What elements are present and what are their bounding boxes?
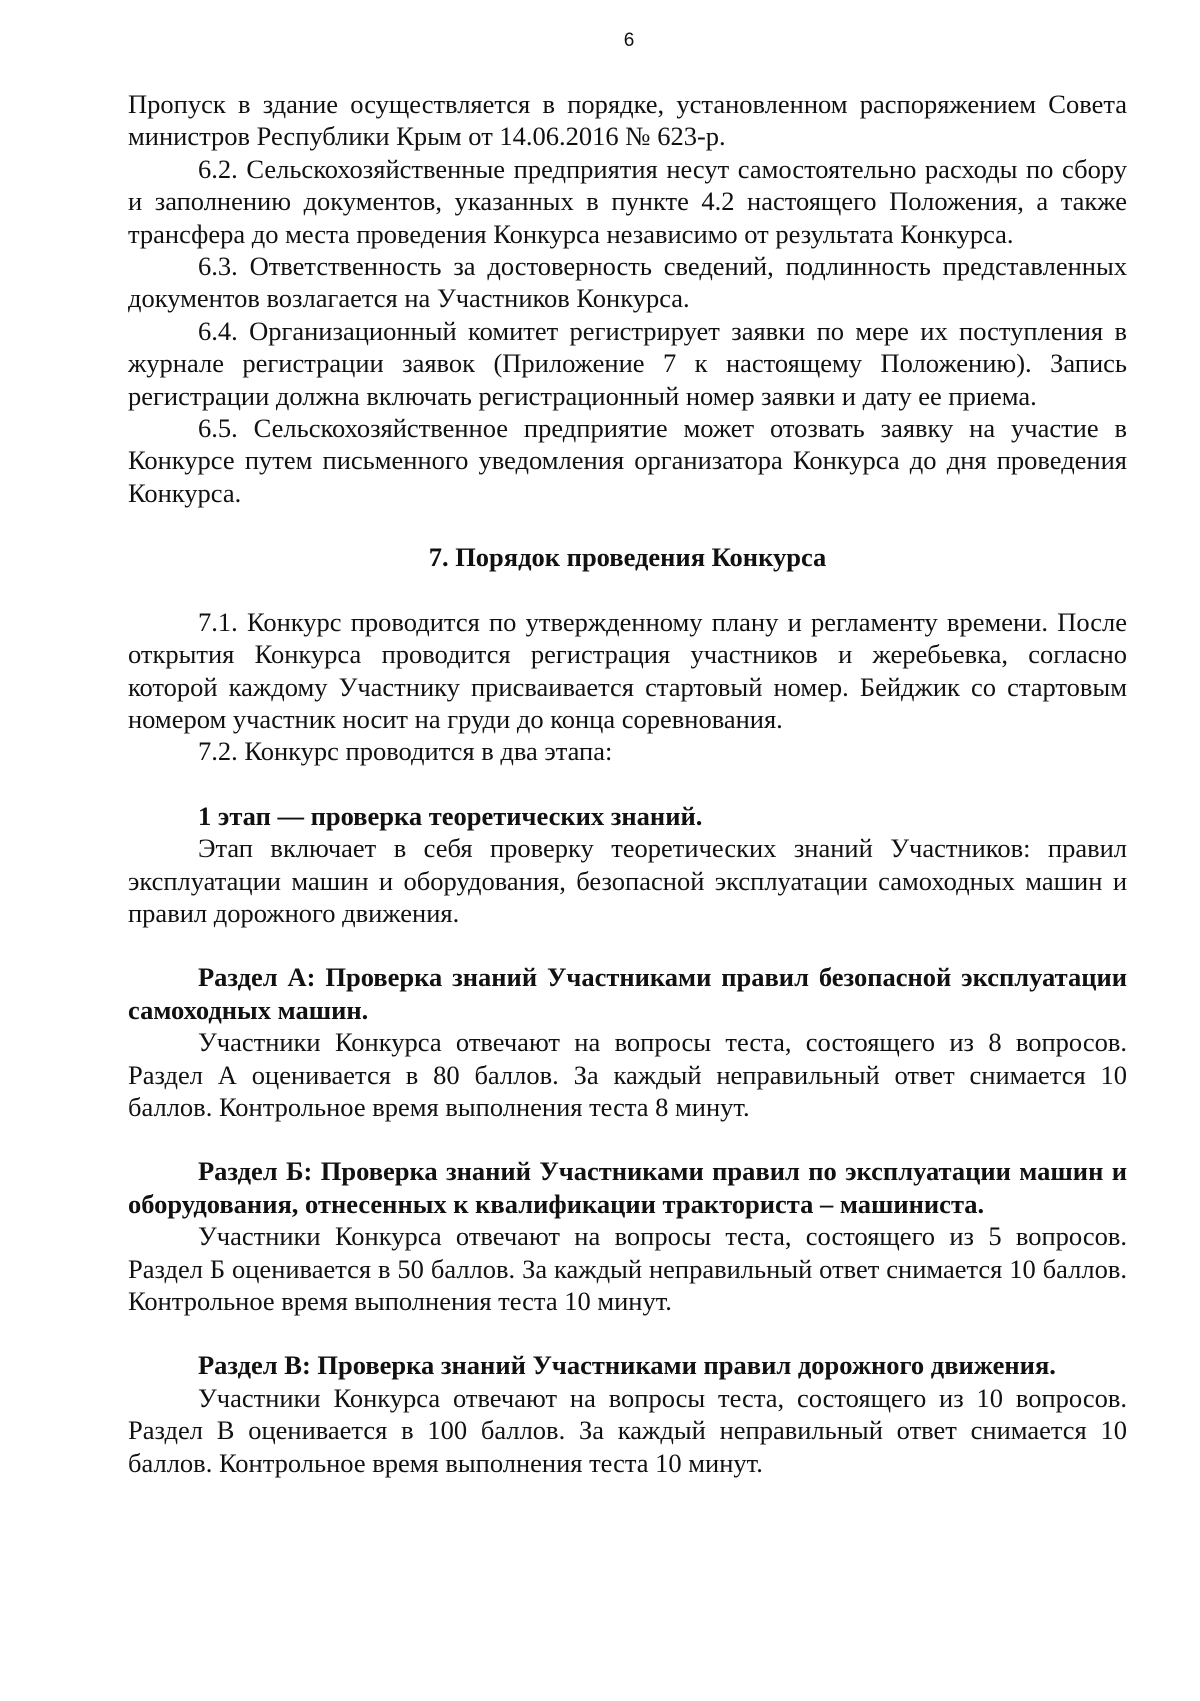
paragraph-6-5: 6.5. Сельскохозяйственное предприятие может отозвать заявку на участие в Конкурсе путем письменного уведомления организатора Конкурса до дня проведения Конкурса. [128, 413, 1127, 508]
section-b-title: Раздел Б: Проверка знаний Участниками правил по эксплуатации машин и оборудования, отнесенных к квалификации тракториста – машиниста. [128, 1156, 1127, 1219]
paragraph-7-1: 7.1. Конкурс проводится по утвержденному плану и регламенту времени. После открытия Конкурса проводится регистрация участников и жеребьевка, согласно которой каждому Участнику присваивается стартовый номер. Бейджик со стартовым номером участник носит на груди до конца соревнования. [128, 606, 1127, 734]
section-a-title: Раздел А: Проверка знаний Участниками правил безопасной эксплуатации самоходных машин. [128, 962, 1127, 1025]
paragraph-access: Пропуск в здание осуществляется в порядке, установленном распоряжением Совета министров Республики Крым от 14.06.2016 № 623-р. [128, 89, 1127, 152]
paragraph-6-4: 6.4. Организационный комитет регистрирует заявки по мере их поступления в журнале регистрации заявок (Приложение 7 к настоящему Положению). Запись регистрации должна включать регистрационный номер заявки и дату ее приема. [128, 315, 1127, 411]
stage-1-text: Этап включает в себя проверку теоретических знаний Участников: правил эксплуатации машин и оборудования, безопасной эксплуатации самоходных машин и правил дорожного движения. [128, 833, 1127, 928]
paragraph-7-2: 7.2. Конкурс проводится в два этапа: [198, 736, 613, 767]
stage-1-title: 1 этап — проверка теоретических знаний. [198, 800, 703, 831]
section-v-title: Раздел В: Проверка знаний Участниками правил дорожного движения. [198, 1350, 1056, 1381]
paragraph-6-3: 6.3. Ответственность за достоверность сведений, подлинность представленных документов возлагается на Участников Конкурса. [128, 251, 1127, 314]
section-v-text: Участники Конкурса отвечают на вопросы теста, состоящего из 10 вопросов. Раздел В оценивается в 100 баллов. За каждый неправильный ответ снимается 10 баллов. Контрольное время выполнения теста 10 минут. [128, 1382, 1127, 1478]
section-heading-7: 7. Порядок проведения Конкурса [428, 542, 827, 573]
section-a-text: Участники Конкурса отвечают на вопросы теста, состоящего из 8 вопросов. Раздел А оценивается в 80 баллов. За каждый неправильный ответ снимается 10 баллов. Контрольное время выполнения теста 8 минут. [128, 1027, 1127, 1122]
paragraph-6-2: 6.2. Сельскохозяйственные предприятия несут самостоятельно расходы по сбору и заполнению документов, указанных в пункте 4.2 настоящего Положения, а также трансфера до места проведения Конкурса независимо от результата Конкурса. [128, 153, 1127, 249]
section-b-text: Участники Конкурса отвечают на вопросы теста, состоящего из 5 вопросов. Раздел Б оценивается в 50 баллов. За каждый неправильный ответ снимается 10 баллов. Контрольное время выполнения теста 10 минут. [128, 1221, 1127, 1316]
page-number: 6 [623, 30, 635, 51]
document-body [128, 88, 1127, 1479]
